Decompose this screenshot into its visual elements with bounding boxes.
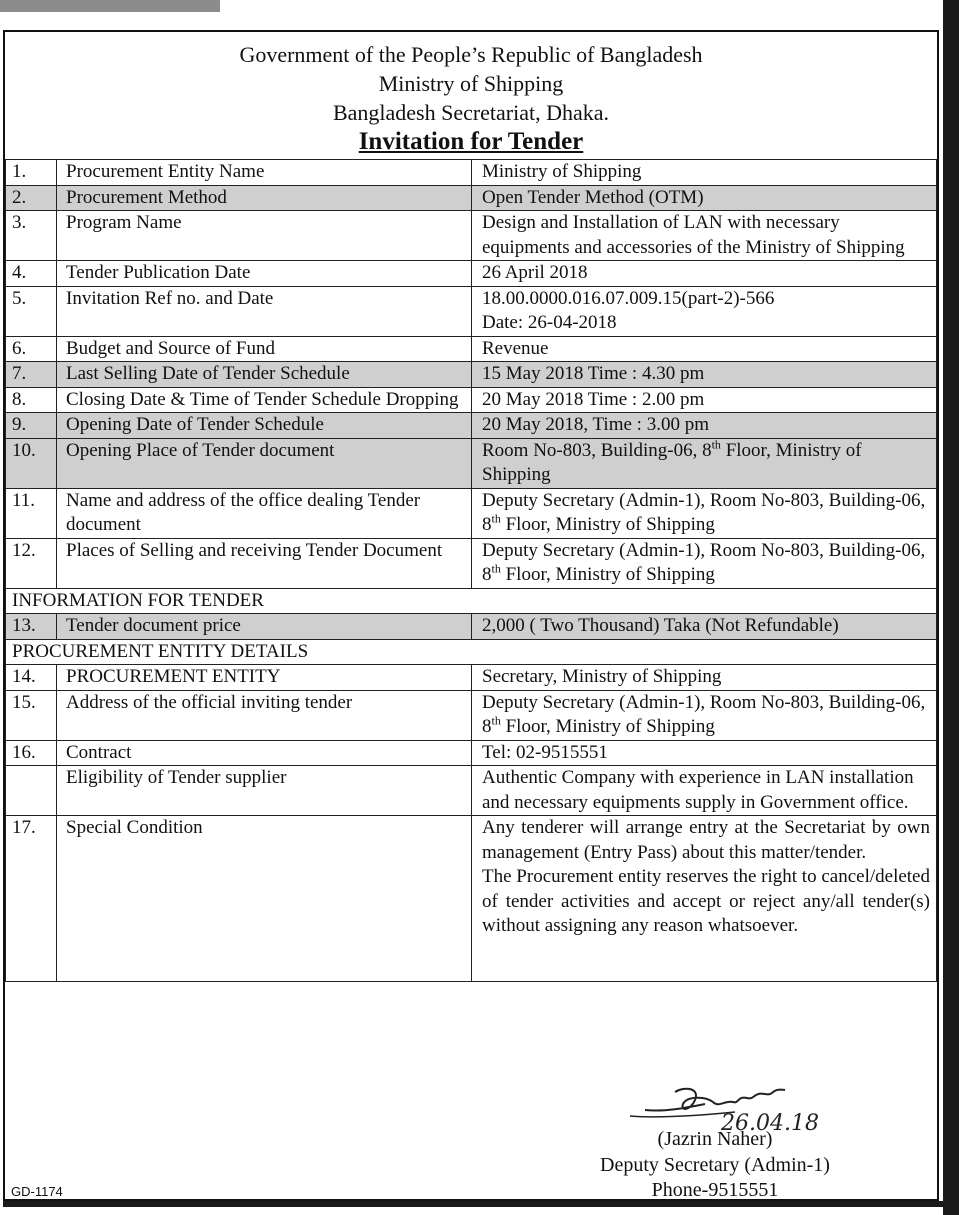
section-header: PROCUREMENT ENTITY DETAILS	[6, 639, 937, 665]
signatory-name: (Jazrin Naher)	[657, 1128, 773, 1150]
gd-code: GD-1174	[11, 1184, 63, 1199]
row-value: Room No-803, Building-06, 8th Floor, Ministry of Shipping	[472, 438, 937, 488]
table-row	[6, 690, 937, 740]
special-condition-entry: Any tenderer will arrange entry at the Secretariat by own management (Entry Pass) about this matter/tender.	[482, 817, 930, 863]
row-label: Tender Publication Date	[57, 261, 472, 287]
signatory-phone: Phone-9515551	[651, 1179, 779, 1201]
section-header: INFORMATION FOR TENDER	[6, 588, 937, 614]
row-value: 2,000 ( Two Thousand) Taka (Not Refundable)	[472, 614, 937, 640]
table-row	[6, 766, 937, 816]
row-value: Tel: 02-9515551	[472, 740, 937, 766]
row-label: Places of Selling and receiving Tender Document	[57, 538, 472, 588]
row-label: PROCUREMENT ENTITY	[57, 665, 472, 691]
row-label: Opening Place of Tender document	[57, 438, 472, 488]
notice-title: Invitation for Tender	[358, 128, 584, 155]
row-label: Tender document price	[57, 614, 472, 640]
row-label: Contract	[57, 740, 472, 766]
row-label: Name and address of the office dealing Tender document	[57, 488, 472, 538]
row-value: Revenue	[472, 336, 937, 362]
table-row	[6, 614, 937, 640]
table-row	[6, 387, 937, 413]
row-value: Design and Installation of LAN with necessary equipments and accessories of the Ministry of Shipping	[472, 211, 937, 261]
row-number: 4.	[6, 261, 57, 287]
row-value	[472, 816, 937, 982]
row-number: 15.	[6, 690, 57, 740]
row-label: Program Name	[57, 211, 472, 261]
row-number: 8.	[6, 387, 57, 413]
row-label: Closing Date & Time of Tender Schedule Dropping	[57, 387, 472, 413]
notice-header	[5, 40, 937, 157]
row-label: Special Condition	[57, 816, 472, 982]
signatory-block	[565, 1127, 865, 1204]
ref-date: Date: 26-04-2018	[482, 312, 617, 333]
government-line: Government of the People’s Republic of Bangladesh	[239, 42, 703, 67]
row-value: Secretary, Ministry of Shipping	[472, 665, 937, 691]
top-edge-bar	[0, 0, 220, 12]
row-value: Deputy Secretary (Admin-1), Room No-803, Building-06, 8th Floor, Ministry of Shipping	[472, 488, 937, 538]
signature-date: 26.04.18	[721, 1111, 819, 1136]
table-row	[6, 211, 937, 261]
row-number: 5.	[6, 286, 57, 336]
row-label: Last Selling Date of Tender Schedule	[57, 362, 472, 388]
row-number: 16.	[6, 740, 57, 766]
table-row	[6, 362, 937, 388]
special-condition-rights: The Procurement entity reserves the right to cancel/deleted of tender activities and accept or reject any/all tender(s) without assigning any reason whatsoever.	[482, 866, 930, 936]
row-number: 2.	[6, 185, 57, 211]
row-label: Procurement Method	[57, 185, 472, 211]
row-number: 12.	[6, 538, 57, 588]
row-number: 10.	[6, 438, 57, 488]
row-label: Procurement Entity Name	[57, 160, 472, 186]
row-value: 20 May 2018 Time : 2.00 pm	[472, 387, 937, 413]
row-number: 7.	[6, 362, 57, 388]
section-header-row	[6, 639, 937, 665]
table-row	[6, 665, 937, 691]
row-value: Ministry of Shipping	[472, 160, 937, 186]
row-number: 13.	[6, 614, 57, 640]
row-number: 6.	[6, 336, 57, 362]
row-number: 9.	[6, 413, 57, 439]
signatory-designation: Deputy Secretary (Admin-1)	[600, 1153, 830, 1176]
ministry-line: Ministry of Shipping	[378, 71, 564, 96]
table-row	[6, 286, 937, 336]
table-row	[6, 488, 937, 538]
row-label: Address of the official inviting tender	[57, 690, 472, 740]
right-edge-shadow	[943, 0, 959, 1215]
row-value: Open Tender Method (OTM)	[472, 185, 937, 211]
table-row	[6, 185, 937, 211]
row-label: Invitation Ref no. and Date	[57, 286, 472, 336]
row-number: 11.	[6, 488, 57, 538]
table-row	[6, 438, 937, 488]
row-number: 14.	[6, 665, 57, 691]
row-value: 20 May 2018, Time : 3.00 pm	[472, 413, 937, 439]
row-label: Eligibility of Tender supplier	[57, 766, 472, 816]
table-row	[6, 336, 937, 362]
row-value: Authentic Company with experience in LAN installation and necessary equipments supply in Government office.	[472, 766, 937, 816]
table-row	[6, 160, 937, 186]
table-row	[6, 413, 937, 439]
table-row	[6, 816, 937, 982]
row-number: 3.	[6, 211, 57, 261]
row-value	[472, 286, 937, 336]
tender-table	[5, 159, 937, 982]
row-label: Opening Date of Tender Schedule	[57, 413, 472, 439]
row-number: 1.	[6, 160, 57, 186]
row-value: 15 May 2018 Time : 4.30 pm	[472, 362, 937, 388]
row-value: Deputy Secretary (Admin-1), Room No-803, Building-06, 8th Floor, Ministry of Shipping	[472, 690, 937, 740]
table-row	[6, 538, 937, 588]
ref-number: 18.00.0000.016.07.009.15(part-2)-566	[482, 287, 775, 309]
row-value: Deputy Secretary (Admin-1), Room No-803, Building-06, 8th Floor, Ministry of Shipping	[472, 538, 937, 588]
notice-frame	[3, 30, 939, 1201]
row-label: Budget and Source of Fund	[57, 336, 472, 362]
section-header-row	[6, 588, 937, 614]
table-row	[6, 261, 937, 287]
location-line: Bangladesh Secretariat, Dhaka.	[332, 100, 610, 125]
row-value: 26 April 2018	[472, 261, 937, 287]
row-number	[6, 766, 57, 816]
table-row	[6, 740, 937, 766]
row-number: 17.	[6, 816, 57, 982]
